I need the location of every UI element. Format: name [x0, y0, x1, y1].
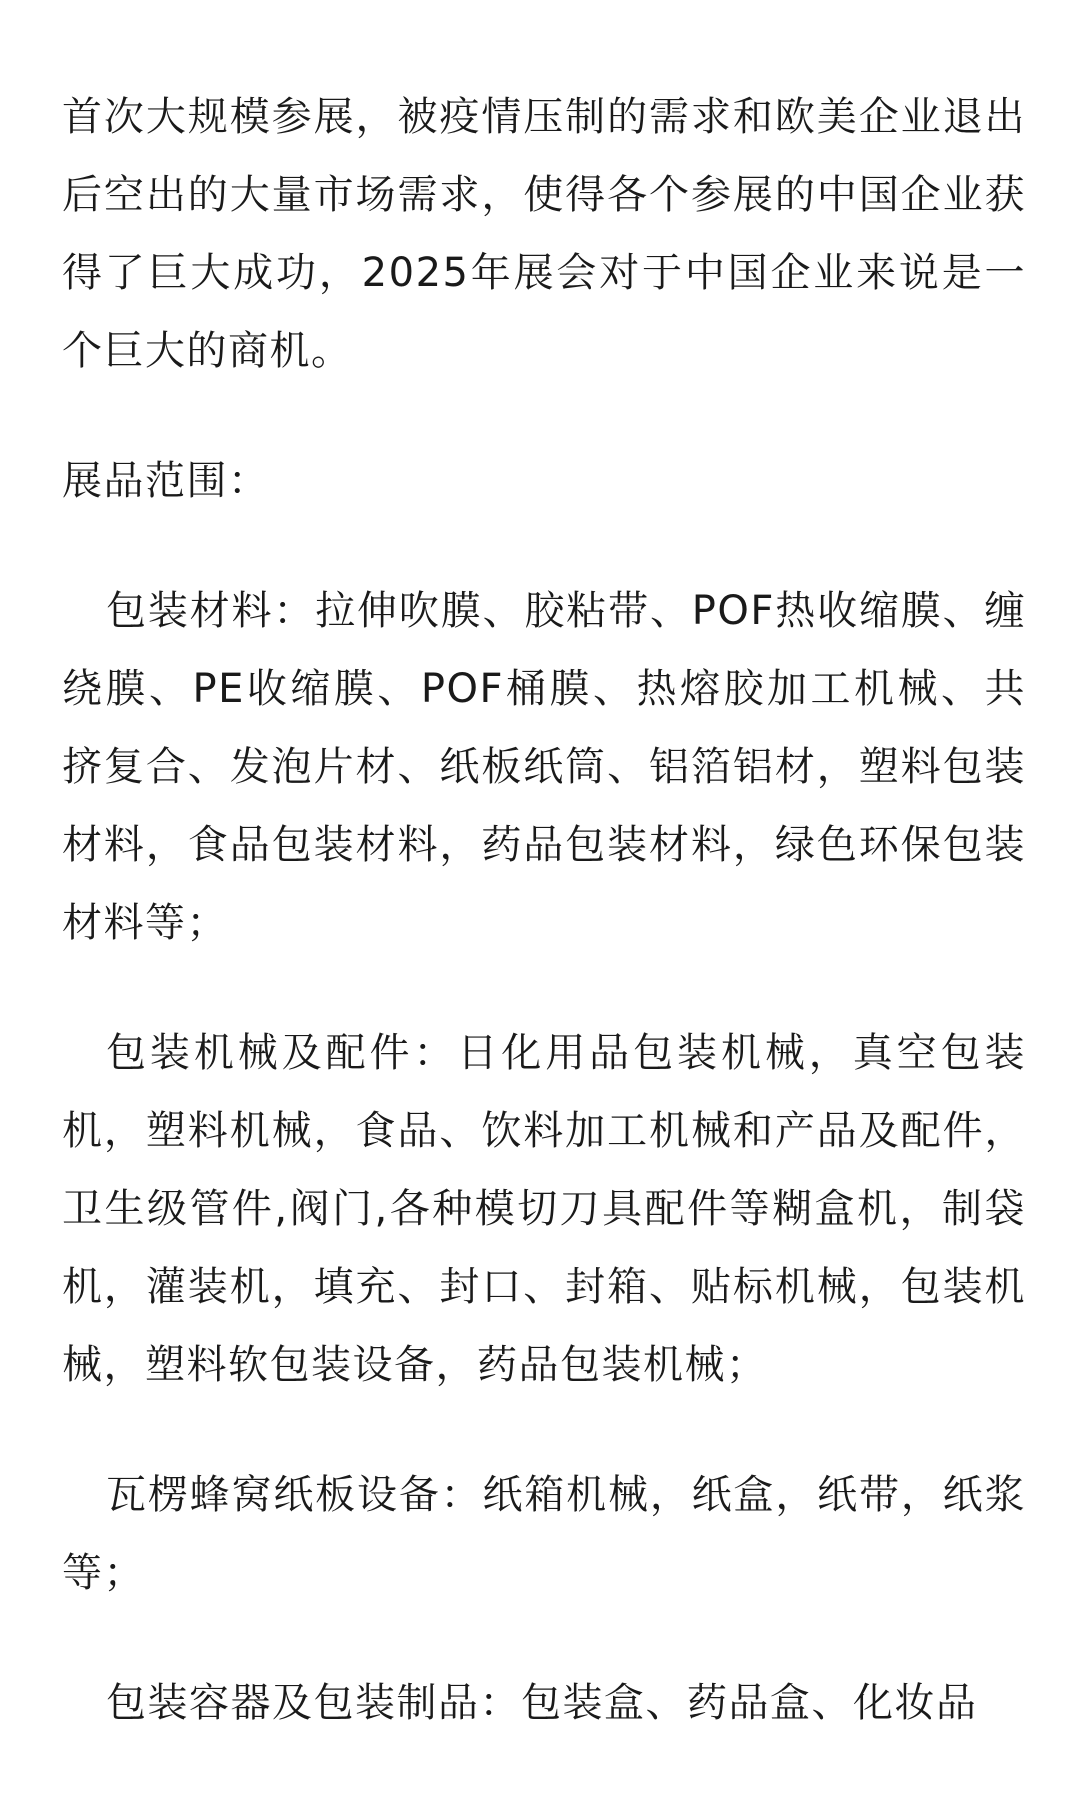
category-packaging-materials: 包装材料：拉伸吹膜、胶粘带、POF热收缩膜、缠绕膜、PE收缩膜、POF桶膜、热熔胶加工机械、共挤复合、发泡片材、纸板纸筒、铝箔铝材，塑料包装材料，食品包装材料，药品包装材料，绿色环保包装材料等；: [62, 588, 1026, 946]
intro-paragraph: 首次大规模参展，被疫情压制的需求和欧美企业退出后空出的大量市场需求，使得各个参展的中国企业获得了巨大成功，2025年展会对于中国企业来说是一个巨大的商机。: [62, 94, 1026, 374]
article-body: [62, 78, 1026, 1742]
category-packaging-machinery: 包装机械及配件：日化用品包装机械，真空包装机，塑料机械，食品、饮料加工机械和产品及配件，卫生级管件,阀门,各种模切刀具配件等糊盒机，制袋机，灌装机，填充、封口、封箱、贴标机械，包装机械，塑料软包装设备，药品包装机械；: [62, 1030, 1026, 1388]
section-heading: 展品范围：: [62, 458, 270, 504]
category-containers-products: 包装容器及包装制品：包装盒、药品盒、化妆品: [106, 1680, 978, 1726]
category-corrugated-equipment: 瓦楞蜂窝纸板设备：纸箱机械，纸盒，纸带，纸浆等；: [62, 1472, 1026, 1596]
